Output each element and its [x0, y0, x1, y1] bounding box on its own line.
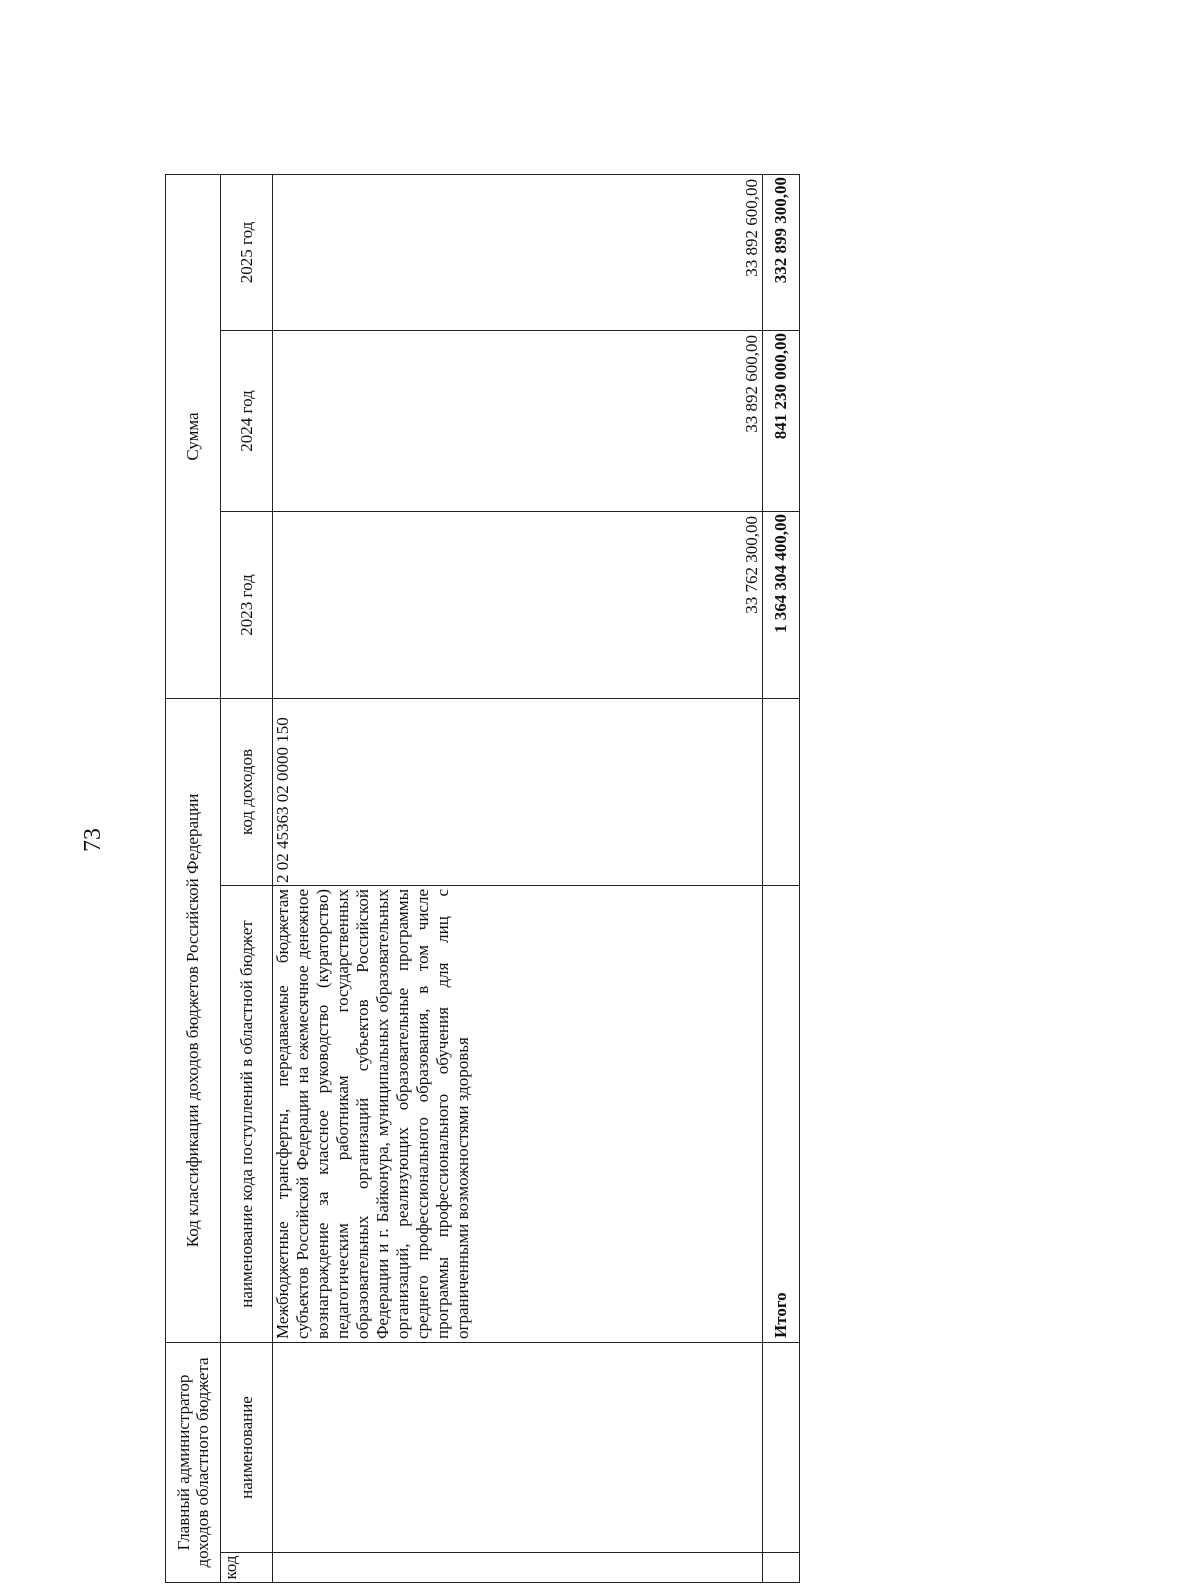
- header-row-groups: [166, 174, 221, 1582]
- total-amount-2024: 841 230 000,00: [763, 330, 800, 511]
- header-code-group: Код классификации доходов бюджетов Российской Федерации: [166, 698, 221, 1342]
- total-label: Итого: [763, 886, 800, 1343]
- header-col-code: код: [221, 1553, 273, 1583]
- row-admin-code: [273, 1553, 763, 1583]
- total-amount-2025: 332 899 300,00: [763, 174, 800, 330]
- header-col-2023: 2023 год: [221, 511, 273, 698]
- total-admin-code: [763, 1553, 800, 1583]
- total-amount-2023: 1 364 304 400,00: [763, 511, 800, 698]
- row-income-name: Межбюджетные трансферты, передаваемые бюджетам субъектов Российской Федерации на ежемесячное денежное вознаграждение за классное руководство (кураторство) педагогическим работникам государственных образовательных организаций субъектов Российской Федерации и г. Байконура, муниципальных образовательных организаций, реализующих образовательные программы среднего профессионального образования, в том числе программы профессионального обучения для лиц с ограниченными возможностями здоровья: [273, 886, 763, 1343]
- header-admin-group: Главный администратор доходов областного бюджета: [166, 1343, 221, 1583]
- header-col-name: наименование: [221, 1343, 273, 1553]
- row-income-code: 2 02 45363 02 0000 150: [273, 698, 763, 885]
- header-col-2025: 2025 год: [221, 174, 273, 330]
- total-admin-name: [763, 1343, 800, 1553]
- total-row: [763, 174, 800, 1582]
- header-sum-group: Сумма: [166, 174, 221, 698]
- header-col-income-name: наименование кода поступлений в областной бюджет: [221, 886, 273, 1343]
- row-admin-name: [273, 1343, 763, 1553]
- total-income-code: [763, 698, 800, 885]
- budget-income-table: [165, 174, 800, 1583]
- header-col-2024: 2024 год: [221, 330, 273, 511]
- header-row-columns: [221, 174, 273, 1582]
- budget-table-rotated: [165, 175, 799, 1583]
- row-amount-2025: 33 892 600,00: [273, 174, 763, 330]
- page-number: 73: [80, 828, 106, 852]
- table-row: [273, 174, 763, 1582]
- header-col-income-code: код доходов: [221, 698, 273, 885]
- row-amount-2023: 33 762 300,00: [273, 511, 763, 698]
- row-amount-2024: 33 892 600,00: [273, 330, 763, 511]
